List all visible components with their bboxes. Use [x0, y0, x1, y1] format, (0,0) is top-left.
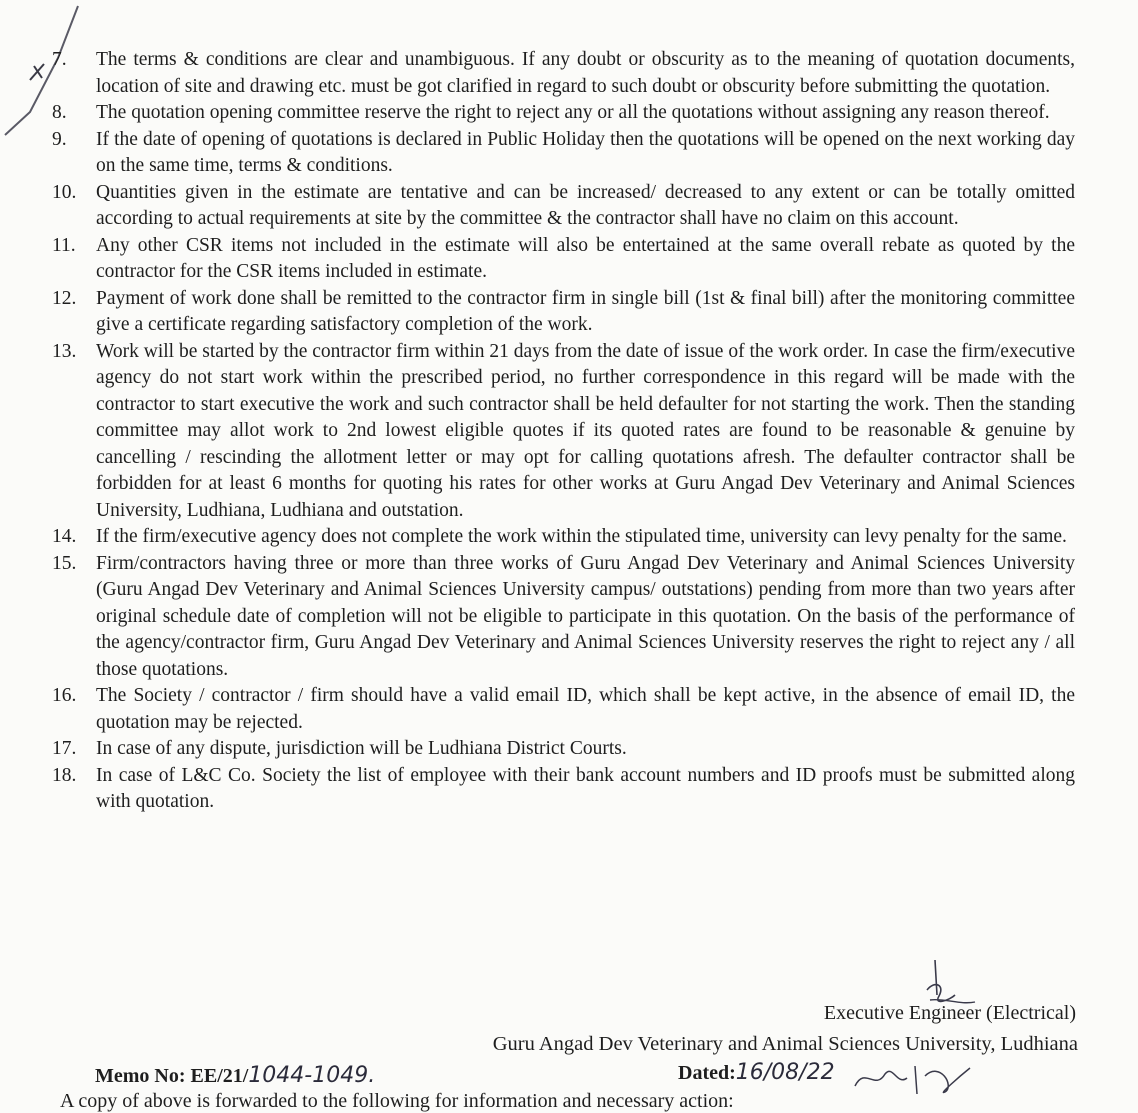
term-number: 14.	[52, 526, 77, 547]
term-item	[50, 100, 1075, 127]
term-number: 10.	[52, 181, 77, 203]
term-number: 18.	[52, 764, 77, 786]
term-number: 15.	[52, 552, 77, 574]
term-item	[50, 551, 1075, 684]
term-item	[50, 763, 1075, 816]
term-item	[50, 683, 1075, 736]
term-text: Quantities given in the estimate are tentative and can be increased/ decreased to any extent or can be totally omitted according to actual requirements at site by the committee & the contractor shall have no claim on this account.	[96, 181, 1075, 229]
term-text: In case of any dispute, jurisdiction will be Ludhiana District Courts.	[96, 738, 627, 759]
term-text: Payment of work done shall be remitted to the contractor firm in single bill (1st & final bill) after the monitoring committee give a certificate regarding satisfactory completion of the work.	[96, 287, 1075, 335]
term-text: The Society / contractor / firm should have a valid email ID, which shall be kept active, in the absence of email ID, the quotation may be rejected.	[96, 685, 1075, 733]
term-text: The terms & conditions are clear and unambiguous. If any doubt or obscurity as to the meaning of quotation documents, location of site and drawing etc. must be got clarified in regard to such doubt or obscurity before submitting the quotation.	[96, 49, 1075, 97]
term-text: The quotation opening committee reserve the right to reject any or all the quotations without assigning any reason thereof.	[96, 102, 1050, 123]
footer-cutoff-text: A copy of above is forwarded to the following for information and necessary action:	[60, 1090, 734, 1112]
memo-date	[678, 1060, 835, 1085]
term-text: If the firm/executive agency does not complete the work within the stipulated time, university can levy penalty for the same.	[96, 526, 1067, 547]
term-text: Any other CSR items not included in the estimate will also be entertained at the same overall rebate as quoted by the contractor for the CSR items included in estimate.	[96, 234, 1075, 282]
memo-label: Memo No: EE/21/	[95, 1065, 249, 1087]
term-item	[50, 47, 1075, 100]
term-item	[50, 286, 1075, 339]
term-number: 11.	[52, 234, 76, 256]
term-item	[50, 339, 1075, 525]
term-number: 13.	[52, 340, 77, 362]
term-number: 12.	[52, 287, 77, 309]
term-text: Work will be started by the contractor firm within 21 days from the date of issue of the work order. In case the firm/executive agency do not start work within the prescribed period, no further correspondence in this regard will be made with the contractor to start executive the work and such contractor shall be held defaulter for not starting the work. Then the standing committee may allot work to 2nd lowest eligible quotes if its quoted rates are found to be reasonable & genuine by cancelling / rescinding the allotment letter or may opt for calling quotations afresh. The defaulter contractor shall be forbidden for at least 6 months for quoting his rates for other works at Guru Angad Dev Veterinary and Animal Sciences University, Ludhiana, Ludhiana and outstation.	[96, 340, 1075, 521]
term-item	[50, 524, 1075, 551]
handwritten-date: 16/08/22	[735, 1060, 835, 1085]
memo-number	[95, 1063, 375, 1088]
term-text: In case of L&C Co. Society the list of employee with their bank account numbers and ID proofs must be submitted along with quotation.	[96, 764, 1075, 812]
term-text: Firm/contractors having three or more than three works of Guru Angad Dev Veterinary and Animal Sciences University (Guru Angad Dev Veterinary and Animal Sciences University campus/ outstations) pending from more than two years after original schedule date of completion will not be eligible to participate in this quotation. On the basis of the performance of the agency/contractor firm, Guru Angad Dev Veterinary and Animal Sciences University reserves the right to reject any / all those quotations.	[96, 552, 1075, 680]
memo-handwritten-number: 1044-1049.	[248, 1063, 376, 1088]
signatory-organization: Guru Angad Dev Veterinary and Animal Sciences University, Ludhiana	[492, 1033, 1078, 1055]
term-item	[50, 180, 1075, 233]
term-number: 17.	[52, 738, 77, 759]
term-item	[50, 127, 1075, 180]
term-number: 8.	[52, 102, 67, 123]
term-item	[50, 233, 1075, 286]
term-number: 7.	[52, 49, 67, 70]
term-number: 9.	[52, 128, 67, 150]
signatory-title: Executive Engineer (Electrical)	[823, 1002, 1076, 1024]
initials-signature	[845, 1056, 975, 1098]
term-item	[50, 736, 1075, 763]
terms-list	[50, 47, 1075, 816]
term-number: 16.	[52, 685, 77, 706]
term-text: If the date of opening of quotations is declared in Public Holiday then the quotations will be opened on the next working day on the same time, terms & conditions.	[96, 128, 1075, 176]
dated-label: Dated:	[678, 1062, 736, 1084]
